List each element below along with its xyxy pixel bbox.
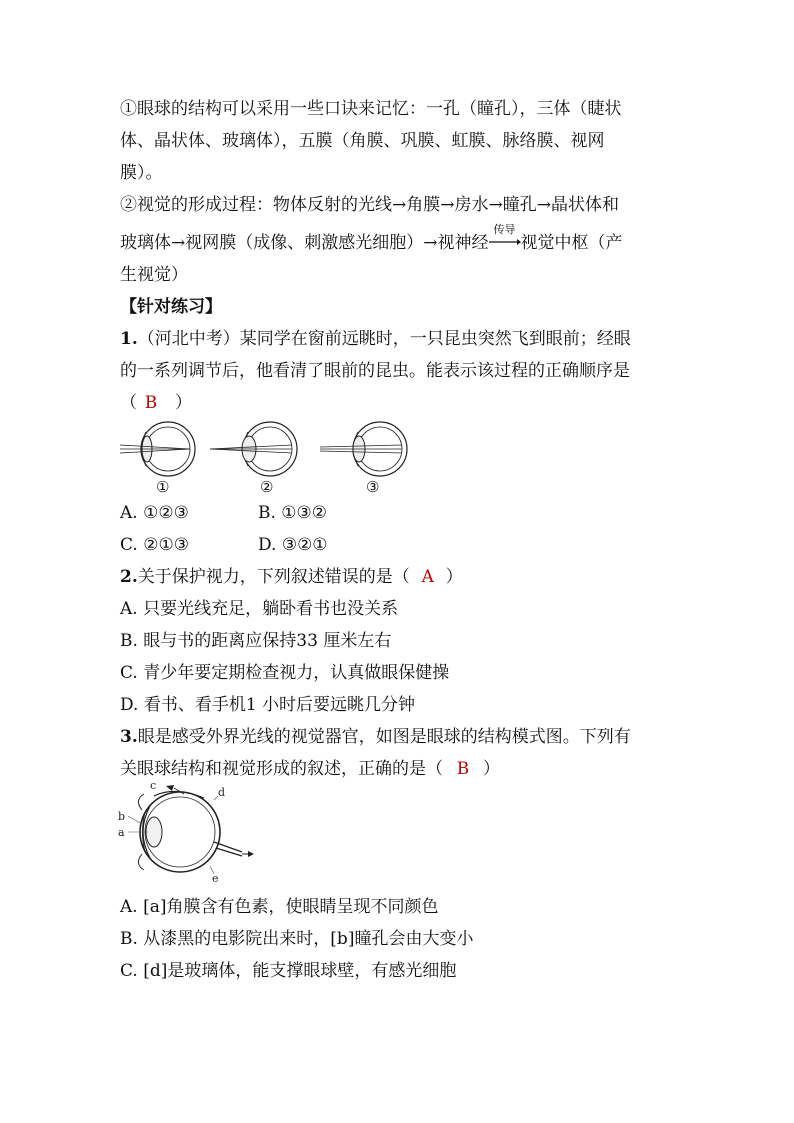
q3-paren-close: ）: [483, 759, 500, 779]
q1-paren-close: ）: [175, 393, 192, 413]
q3-number: 3.: [120, 727, 138, 747]
eye-diagram-3-label: ③: [366, 478, 380, 496]
eye-diagram-1: [118, 418, 198, 480]
q3-option-b: B. 从漆黑的电影院出来时，[b]瞳孔会由大变小: [120, 929, 474, 949]
q2-text: 关于保护视力，下列叙述错误的是（: [137, 567, 410, 587]
q2-option-d: D. 看书、看手机1 小时后要远眺几分钟: [120, 695, 416, 715]
q2-paren-close: ）: [445, 567, 463, 587]
q1-answer: B: [144, 393, 158, 413]
label-a: a: [118, 826, 125, 839]
q1-text-a: （河北中考）某同学在窗前远眺时，一只昆虫突然飞到眼前；经眼: [137, 329, 631, 349]
q1-option-c: C. ②①③: [120, 535, 189, 555]
q1-line-3: [120, 392, 680, 414]
q3-option-a: A. [a]角膜含有色素，使眼睛呈现不同颜色: [120, 897, 439, 917]
label-e: e: [212, 872, 219, 884]
q3-line-2: [120, 758, 680, 780]
label-d: d: [218, 786, 226, 799]
label-c: c: [150, 780, 157, 792]
q2-option-a: A. 只要光线充足，躺卧看书也没关系: [120, 599, 399, 619]
q2-option-b: B. 眼与书的距离应保持33 厘米左右: [120, 631, 392, 651]
q1-line-2: 的一系列调节后，他看清了眼前的昆虫。能表示该过程的正确顺序是: [120, 361, 630, 381]
conduction-arrow: [489, 223, 521, 254]
q1-line-1: [120, 328, 680, 350]
q3-text-b: 关眼球结构和视觉形成的叙述，正确的是（: [120, 759, 443, 779]
eye-diagram-1-label: ①: [156, 478, 170, 496]
memo-line-6: 生视觉）: [120, 265, 188, 285]
q1-paren-open: （: [120, 393, 137, 413]
q3-option-c: C. [d]是玻璃体，能支撑眼球壁，有感光细胞: [120, 961, 457, 981]
eye-diagram-3: [318, 418, 410, 480]
conduction-arrow-label: 传导: [493, 223, 516, 236]
memo-line-2: 体、晶状体、玻璃体），五膜（角膜、巩膜、虹膜、脉络膜、视网: [120, 131, 605, 151]
q2-line-1: [120, 566, 680, 588]
q2-answer: A: [421, 567, 434, 587]
q2-option-c: C. 青少年要定期检查视力，认真做眼保健操: [120, 663, 450, 683]
q1-number: 1.: [120, 329, 138, 349]
section-title: 【针对练习】: [120, 297, 222, 317]
memo-line-3: 膜）。: [120, 163, 163, 183]
q2-number: 2.: [120, 567, 138, 587]
q1-option-b: B. ①③②: [258, 503, 328, 523]
eye-diagram-2-label: ②: [260, 478, 274, 496]
eye-diagram-2: [208, 418, 300, 480]
memo-line-5-part-b: 视觉中枢（产: [520, 233, 623, 253]
q1-option-a: A. ①②③: [120, 503, 189, 523]
q3-text-a: 眼是感受外界光线的视觉器官，如图是眼球的结构模式图。下列有: [137, 727, 631, 747]
eye-structure-diagram: [114, 780, 254, 884]
q3-line-1: [120, 726, 680, 748]
memo-line-5: [120, 223, 680, 254]
q3-answer: B: [456, 759, 470, 779]
memo-line-1: ①眼球的结构可以采用一些口诀来记忆：一孔（瞳孔），三体（睫状: [120, 99, 622, 119]
q1-option-d: D. ③②①: [258, 535, 328, 555]
memo-line-4: ②视觉的形成过程：物体反射的光线→角膜→房水→瞳孔→晶状体和: [120, 195, 619, 215]
memo-line-5-part-a: 玻璃体→视网膜（成像、刺激感光细胞）→视神经: [120, 233, 489, 253]
label-b: b: [118, 810, 126, 823]
